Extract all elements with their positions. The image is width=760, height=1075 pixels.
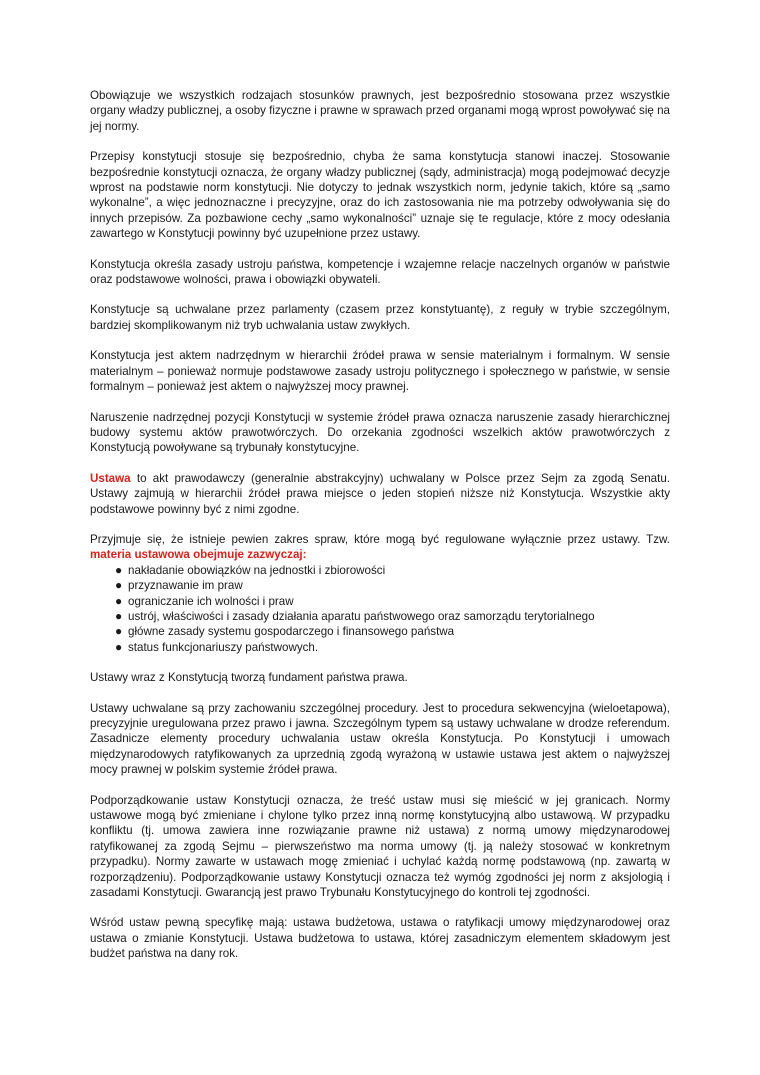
paragraph-5: Konstytucja jest aktem nadrzędnym w hierarchii źródeł prawa w sensie materialnym i formalnym. W sensie materialnym – ponieważ normuje podstawowe zasady ustroju politycznego i społecznego w państwie, w sensie formalnym – ponieważ jest aktem o najwyższej mocy prawnej. xyxy=(90,349,670,394)
list-item: ● główne zasady systemu gospodarczego i finansowego państwa xyxy=(115,624,455,639)
paragraph-1: Obowiązuje we wszystkich rodzajach stosunków prawnych, jest bezpośrednio stosowana przez wszystkie organy władzy publicznej, a osoby fizyczne i prawne w sprawach przed organami mogą wprost powoływać się na jej normy. xyxy=(90,89,670,133)
paragraph-7 xyxy=(90,471,670,517)
paragraph-7-text: to akt prawodawczy (generalnie abstrakcyjny) uchwalany w Polsce przez Sejm za zgodą Senatu. Ustawy zajmują w hierarchii źródeł prawa miejsce o jeden stopień niższe niż Konstytucja. Wszystkie akty podstawowe powinny być z nimi zgodne. xyxy=(90,471,670,516)
paragraph-12: Wśród ustaw pewną specyfikę mają: ustawa budżetowa, ustawa o ratyfikacji umowy międzynarodowej oraz ustawa o zmianie Konstytucji. Ustawa budżetowa to ustawa, której zasadniczym elementem składowym jest budżet państwa na dany rok. xyxy=(90,916,670,961)
bullet-icon: ● xyxy=(115,562,123,577)
paragraph-8-text: Przyjmuje się, że istnieje pewien zakres spraw, które mogą być regulowane wyłącznie przez ustawy. Tzw. xyxy=(90,532,670,546)
paragraph-10: Ustawy uchwalane są przy zachowaniu szczególnej procedury. Jest to procedura sekwencyjna (wieloetapowa), precyzyjnie uregulowana przez prawo i jawna. Szczególnym typem są ustawy uchwalane w drodze referendum. Zasadnicze elementy procedury uchwalania ustaw określa Konstytucja. Po Konstytucji i umowach międzynarodowych ratyfikowanych za uprzednią zgodą wyrażoną w ustawie ustawa jest aktem o najwyższej mocy prawnej w polskim systemie źródeł prawa. xyxy=(90,701,670,777)
materia-list xyxy=(90,563,670,655)
document-page xyxy=(90,88,670,962)
bullet-icon: ● xyxy=(115,639,123,654)
materia-highlight: materia ustawowa obejmuje zazwyczaj: xyxy=(90,548,307,562)
paragraph-4: Konstytucje są uchwalane przez parlamenty (czasem przez konstytuantę), z reguły w trybie szczególnym, bardziej skomplikowanym niż tryb uchwalania ustaw zwykłych. xyxy=(90,303,670,332)
paragraph-8 xyxy=(90,532,670,563)
bullet-icon: ● xyxy=(115,578,123,593)
paragraph-6: Naruszenie nadrzędnej pozycji Konstytucji w systemie źródeł prawa oznacza naruszenie zasady hierarchicznej budowy systemu aktów prawotwórczych. Do orzekania zgodności wszelkich aktów prawotwórczych z Konstytucją powoływane są trybunały konstytucyjne. xyxy=(90,410,670,455)
paragraph-9: Ustawy wraz z Konstytucją tworzą fundament państwa prawa. xyxy=(90,671,408,685)
ustawa-highlight: Ustawa xyxy=(90,471,131,485)
bullet-icon: ● xyxy=(115,593,123,608)
list-item: ● ustrój, właściwości i zasady działania aparatu państwowego oraz samorządu terytorialnego xyxy=(115,608,595,623)
list-item: ● przyznawanie im praw xyxy=(115,578,243,593)
list-item: ● ograniczanie ich wolności i praw xyxy=(115,593,294,608)
paragraph-3: Konstytucja określa zasady ustroju państwa, kompetencje i wzajemne relacje naczelnych organów w państwie oraz podstawowe wolności, prawa i obowiązki obywateli. xyxy=(90,257,670,287)
paragraph-2: Przepisy konstytucji stosuje się bezpośrednio, chyba że sama konstytucja stanowi inaczej. Stosowanie bezpośrednie konstytucji oznacza, że organy władzy publicznej (sądy, administracja) mogą podejmować decyzje wprost na podstawie norm konstytucji. Nie dotyczy to jednak wszystkich norm, jedynie takich, które są „samo wykonalne”, a więc jednoznaczne i precyzyjne, oraz do ich zastosowania nie ma potrzeby odwoływania się do innych przepisów. Za pozbawione cechy „samo wykonalności” uznaje się te regulacje, które z mocy odesłania zawartego w Konstytucji powinny być uzupełnione przez ustawy. xyxy=(90,150,670,241)
bullet-icon: ● xyxy=(115,624,123,639)
paragraph-11: Podporządkowanie ustaw Konstytucji oznacza, że treść ustaw musi się mieścić w jej granicach. Normy ustawowe mogą być zmieniane i chylone tylko przez inną normę konstytucyjną albo ustawową. W przypadku konfliktu (tj. umowa zawiera inne rozwiązanie prawne niż ustawa) z normą umowy międzynarodowej ratyfikowanej za zgodą Sejmu – pierwszeństwo ma norma umowy (tj. ją należy stosować w konkretnym przypadku). Normy zawarte w ustawach mogę zmieniać i uchylać każdą normę podstawową (np. zawartą w rozporządzeniu). Podporządkowanie ustawy Konstytucji oznacza też wymóg zgodności jej norm z aksjologią i zasadami Konstytucji. Gwarancją jest prawo Trybunału Konstytucyjnego do kontroli tej zgodności. xyxy=(90,793,670,900)
list-item: ● status funkcjonariuszy państwowych. xyxy=(115,639,319,654)
list-item: ● nakładanie obowiązków na jednostki i zbiorowości xyxy=(115,562,386,577)
bullet-icon: ● xyxy=(115,608,123,623)
